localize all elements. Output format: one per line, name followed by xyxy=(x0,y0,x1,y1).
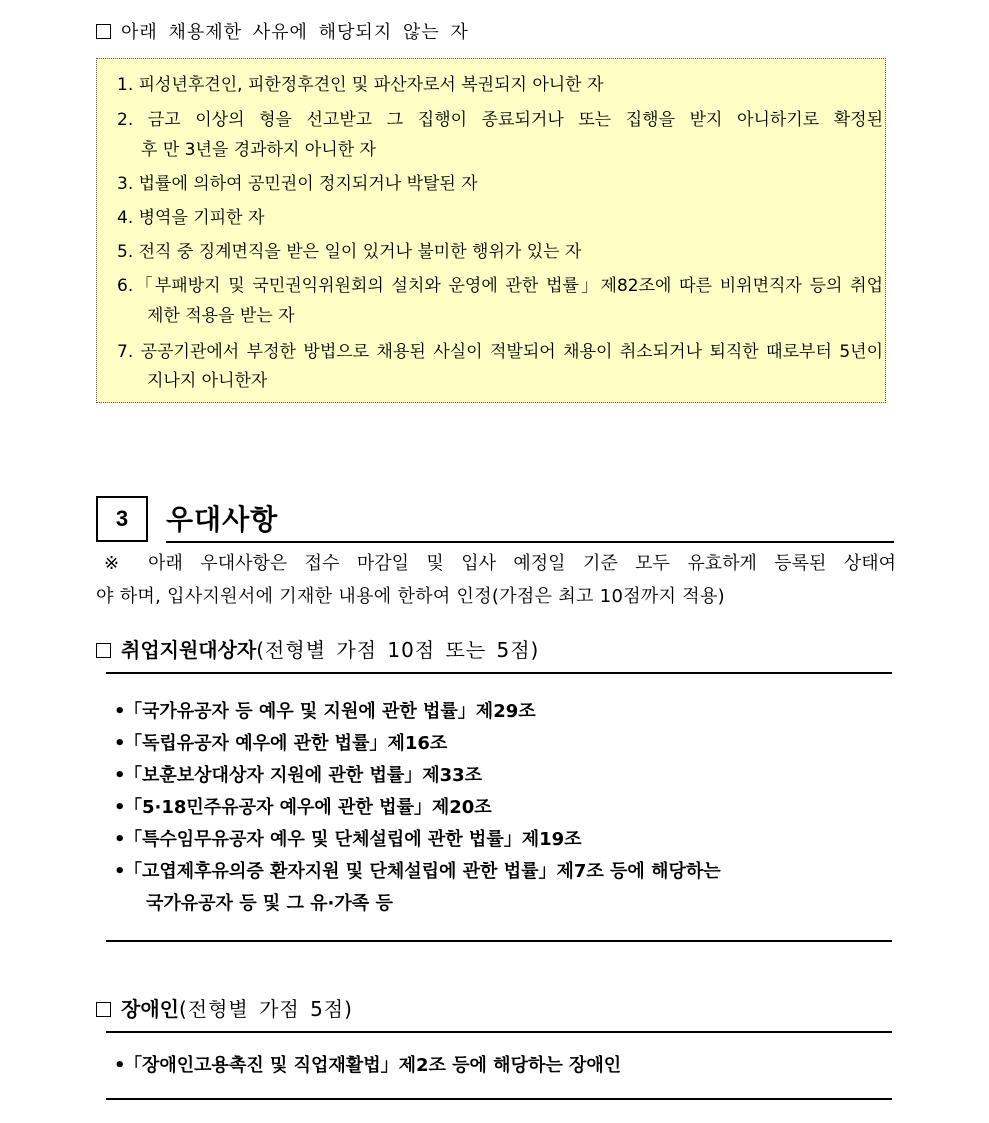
disqualification-item-6: 6.「부패방지 및 국민권익위원회의 설치와 운영에 관한 법률」제82조에 따른 비위면직자 등의 취업 xyxy=(117,276,883,296)
disabled-heading xyxy=(96,993,353,1022)
section-title-underline xyxy=(166,541,894,543)
disqualification-item-2: 2. 금고 이상의 형을 선고받고 그 집행이 종료되거나 또는 집행을 받지 아니하기로 확정된 xyxy=(117,110,883,130)
employment-support-top-rule xyxy=(106,672,892,674)
list-item: •「고엽제후유의증 환자지원 및 단체설립에 관한 법률」제7조 등에 해당하는 xyxy=(114,856,721,888)
list-item: •「독립유공자 예우에 관한 법률」제16조 xyxy=(114,728,721,760)
checkbox-square-icon xyxy=(96,24,111,39)
employment-support-bottom-rule xyxy=(106,940,892,942)
bullet-icon: • xyxy=(114,861,126,882)
list-item: •「특수임무유공자 예우 및 단체설립에 관한 법률」제19조 xyxy=(114,824,721,856)
list-item: •「5·18민주유공자 예우에 관한 법률」제20조 xyxy=(114,792,721,824)
bullet-icon: • xyxy=(114,829,126,850)
employment-support-heading xyxy=(96,634,539,663)
checkbox-square-icon xyxy=(96,643,111,658)
disqualification-item-4: 4. 병역을 기피한 자 xyxy=(117,208,265,228)
disabled-title: 장애인 xyxy=(121,997,179,1021)
disqualification-intro xyxy=(96,18,469,44)
disabled-list xyxy=(114,1050,621,1082)
employment-support-detail: (전형별 가점 10점 또는 5점) xyxy=(256,638,540,662)
disqualification-item-7: 7. 공공기관에서 부정한 방법으로 채용된 사실이 적발되어 채용이 취소되거나 퇴직한 때로부터 5년이 xyxy=(117,342,883,362)
disabled-bottom-rule xyxy=(106,1098,892,1100)
disqualification-item-7-continuation: 지나지 아니한자 xyxy=(147,371,268,391)
bullet-icon: • xyxy=(114,765,126,786)
disqualification-item-3: 3. 법률에 의하여 공민권이 정지되거나 박탈된 자 xyxy=(117,174,478,194)
bullet-icon: • xyxy=(114,733,126,754)
checkbox-square-icon xyxy=(96,1002,111,1017)
disqualification-item-6-continuation: 제한 적용을 받는 자 xyxy=(147,306,295,326)
disqualification-item-2-continuation: 후 만 3년을 경과하지 아니한 자 xyxy=(141,140,376,160)
section-number: 3 xyxy=(96,496,148,542)
preference-note-line-2: 야 하며, 입사지원서에 기재한 내용에 한하여 인정(가점은 최고 10점까지 적용) xyxy=(96,586,726,607)
preference-note xyxy=(96,547,896,613)
disqualification-box xyxy=(96,58,886,403)
disabled-detail: (전형별 가점 5점) xyxy=(178,997,353,1021)
list-item: •「국가유공자 등 예우 및 지원에 관한 법률」제29조 xyxy=(114,696,721,728)
bullet-icon: • xyxy=(114,701,126,722)
preference-note-line-1: ※ 아래 우대사항은 접수 마감일 및 입사 예정일 기준 모두 유효하게 등록된 상태여 xyxy=(104,553,896,574)
bullet-icon: • xyxy=(114,797,126,818)
employment-support-list xyxy=(114,696,721,888)
section-title: 우대사항 xyxy=(166,503,279,536)
disqualification-item-1: 1. 피성년후견인, 피한정후견인 및 파산자로서 복권되지 아니한 자 xyxy=(117,75,604,95)
employment-support-title: 취업지원대상자 xyxy=(121,638,257,662)
intro-text: 아래 채용제한 사유에 해당되지 않는 자 xyxy=(121,22,469,43)
disqualification-item-5: 5. 전직 중 징계면직을 받은 일이 있거나 불미한 행위가 있는 자 xyxy=(117,242,582,262)
employment-support-continuation: 국가유공자 등 및 그 유·가족 등 xyxy=(146,893,393,914)
bullet-icon: • xyxy=(114,1055,126,1076)
disabled-top-rule xyxy=(106,1031,892,1033)
list-item: •「보훈보상대상자 지원에 관한 법률」제33조 xyxy=(114,760,721,792)
list-item: •「장애인고용촉진 및 직업재활법」제2조 등에 해당하는 장애인 xyxy=(114,1050,621,1082)
